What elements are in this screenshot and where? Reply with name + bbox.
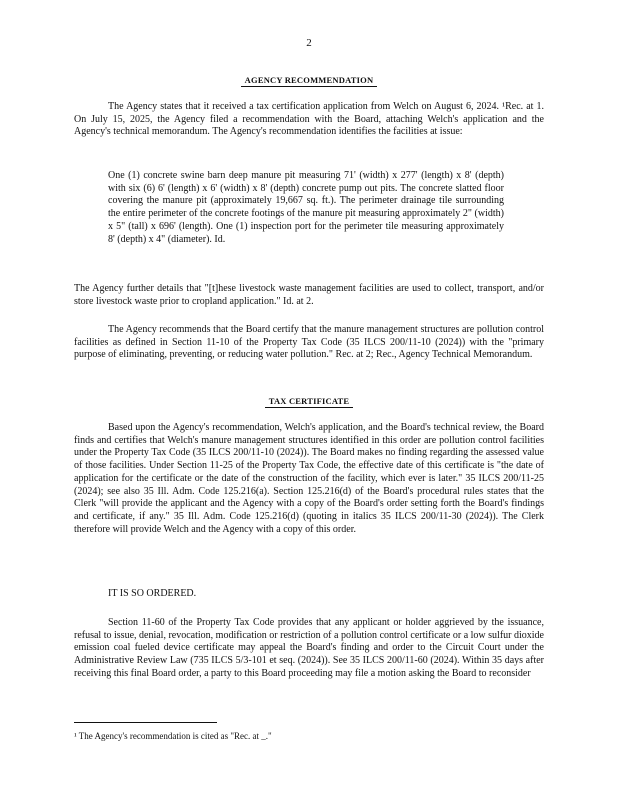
agency-paragraph-3: The Agency recommends that the Board certify that the manure management structures are pollution control facilities as defined in Section 11-10 of the Property Tax Code (35 ILCS 200/11-10 (2024)) with the "primary purpose of eliminating, preventing, or reducing water pollution." Rec. at 2; Rec., Agency Technical Memorandum.	[74, 324, 544, 361]
tax-certificate-heading	[0, 396, 618, 406]
agency-recommendation-heading	[0, 75, 618, 85]
facilities-blockquote: One (1) concrete swine barn deep manure pit measuring 71' (width) x 277' (length) x 8' (depth) with six (6) 6' (length) x 6' (width) x 8' (depth) concrete pump out pits. The concrete slatted floor covering the manure pit (approximately 19,667 sq. ft.). The perimeter drainage tile surrounding the entire perimeter of the concrete footings of the manure pit measuring approximately 2" (width) x 5" (tall) x 696' (length). One (1) inspection port for the perimeter tile measuring approximately 8' (depth) x 4" (diameter). Id.	[108, 170, 504, 245]
agency-paragraph-2: The Agency further details that "[t]hese livestock waste management facilities are used to collect, transport, and/or store livestock waste prior to cropland application." Id. at 2.	[74, 283, 544, 307]
footnote-separator	[74, 722, 217, 723]
so-ordered-line: IT IS SO ORDERED.	[108, 588, 197, 599]
agency-recommendation-heading-text: AGENCY RECOMMENDATION	[241, 75, 378, 87]
appeal-paragraph: Section 11-60 of the Property Tax Code provides that any applicant or holder aggrieved by the issuance, refusal to issue, denial, revocation, modification or restriction of a pollution control certificate or a low sulfur dioxide emission coal fueled device certificate may appeal the Board's finding and order to the Circuit Court under the Administrative Review Law (735 ILCS 5/3-101 et seq. (2024)). See 35 ILCS 200/11-60 (2024). Within 35 days after receiving this final Board order, a party to this Board proceeding may file a motion asking the Board to reconsider	[74, 617, 544, 679]
tax-certificate-paragraph: Based upon the Agency's recommendation, Welch's application, and the Board's technical review, the Board finds and certifies that Welch's manure management structures identified in this order are pollution control facilities under the Property Tax Code (35 ILCS 200/11-10 (2024)). The Board makes no finding regarding the assessed value of those facilities. Under Section 11-25 of the Property Tax Code, the effective date of this certificate is "the date of application for the certificate or the date of the construction of the facility, which ever is later." 35 ILCS 200/11-25 (2024); see also 35 Ill. Adm. Code 125.216(a). Section 125.216(d) of the Board's procedural rules states that the Clerk "will provide the applicant and the Agency with a copy of the Board's order setting forth the Board's findings and certificate, if any." 35 Ill. Adm. Code 125.216(d) (quoting in italics 35 ILCS 200/11-30 (2024)). The Clerk therefore will provide Welch and the Agency with a copy of this order.	[74, 422, 544, 535]
page-number: 2	[306, 37, 312, 49]
agency-paragraph-1: The Agency states that it received a tax certification application from Welch on August 6, 2024. ¹Rec. at 1. On July 15, 2025, the Agency filed a recommendation with the Board, attaching Welch's application and the Agency's technical memorandum. The Agency's recommendation identifies the facilities at issue:	[74, 101, 544, 138]
tax-certificate-heading-text: TAX CERTIFICATE	[265, 396, 354, 408]
footnote: ¹ The Agency's recommendation is cited as "Rec. at _."	[74, 731, 272, 741]
